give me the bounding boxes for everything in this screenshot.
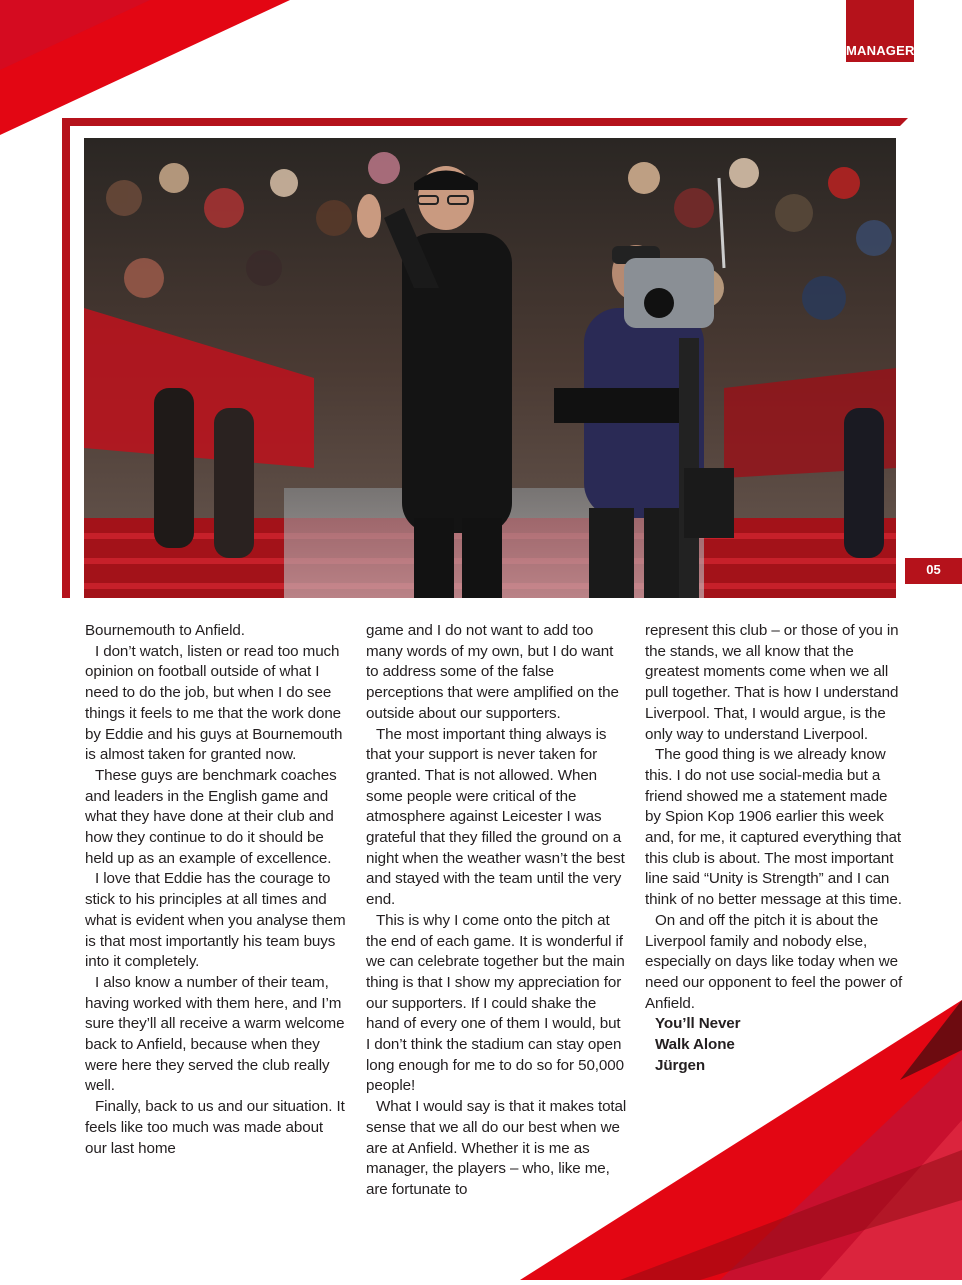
corner-decoration-top-left [0, 0, 290, 135]
section-label: MANAGER [846, 43, 915, 58]
page-number-tab [905, 558, 962, 584]
paragraph: Bournemouth to Anfield. [85, 622, 245, 639]
paragraph: The most important thing always is that your support is never taken for granted. That is not allowed. When some people were critical of the atmosphere against Leicester I was grateful that they filled the ground on a night when the weather wasn’t the best and stayed with the team until the very end. [366, 725, 625, 909]
paragraph: This is why I come onto the pitch at the end of each game. It is wonderful if we can celebrate together but the main thing is that I show my appreciation for our supporters. If I could shake the hand of every one of them I would, but I don’t think the stadium can stay open long enough for me to do so for 50,000 people! [366, 911, 625, 1095]
match-photo [84, 138, 896, 598]
signoff-line: Walk Alone [655, 1036, 735, 1054]
paragraph: These guys are benchmark coaches and leaders in the English game and what they have done at their club and how they continue to do it should be held up as an example of excellence. [85, 766, 337, 867]
article-column-3 [645, 621, 907, 1076]
article-column-1 [85, 621, 347, 1159]
paragraph: I love that Eddie has the courage to stick to his principles at all times and what is evident when you analyse them is that most importantly his team buys into it completely. [85, 870, 346, 971]
paragraph: Finally, back to us and our situation. It feels like too much was made about our last home [85, 1098, 345, 1157]
paragraph: game and I do not want to add too many words of my own, but I do want to address some of the false perceptions that were amplified on the outside about our supporters. [366, 622, 619, 722]
article-column-2 [366, 621, 628, 1201]
page-number: 05 [926, 562, 941, 577]
signoff-line: You’ll Never [655, 1015, 741, 1033]
section-tab [846, 0, 914, 62]
paragraph: I also know a number of their team, having worked with them here, and I’m sure they’ll all receive a warm welcome back to Anfield, because when they were here they served the club really well. [85, 973, 345, 1095]
paragraph: On and off the pitch it is about the Liverpool family and nobody else, especially on days like today when we need our opponent to feel the power of Anfield. [645, 911, 903, 1012]
paragraph: What I would say is that it makes total sense that we all do our best when we are at Anfield. Whether it is me as manager, the players – who, like me, are fortunate to [366, 1098, 627, 1198]
paragraph: The good thing is we already know this. I do not use social-media but a friend showed me a statement made by Spion Kop 1906 earlier this week and, for me, it captured everything that this club is about. The most important line said “Unity is Strength” and I can think of no better message at this time. [645, 746, 902, 909]
paragraph: I don’t watch, listen or read too much opinion on football outside of what I need to do the job, but when I do see things it feels to me that the work done by Eddie and his guys at Bournemouth is almost taken for granted now. [85, 642, 343, 764]
signoff-name: Jürgen [655, 1056, 706, 1074]
paragraph: represent this club – or those of you in the stands, we all know that the greatest moments come when we all pull together. That is how I understand Liverpool. That, I would argue, is the only way to understand Liverpool. [645, 622, 899, 743]
